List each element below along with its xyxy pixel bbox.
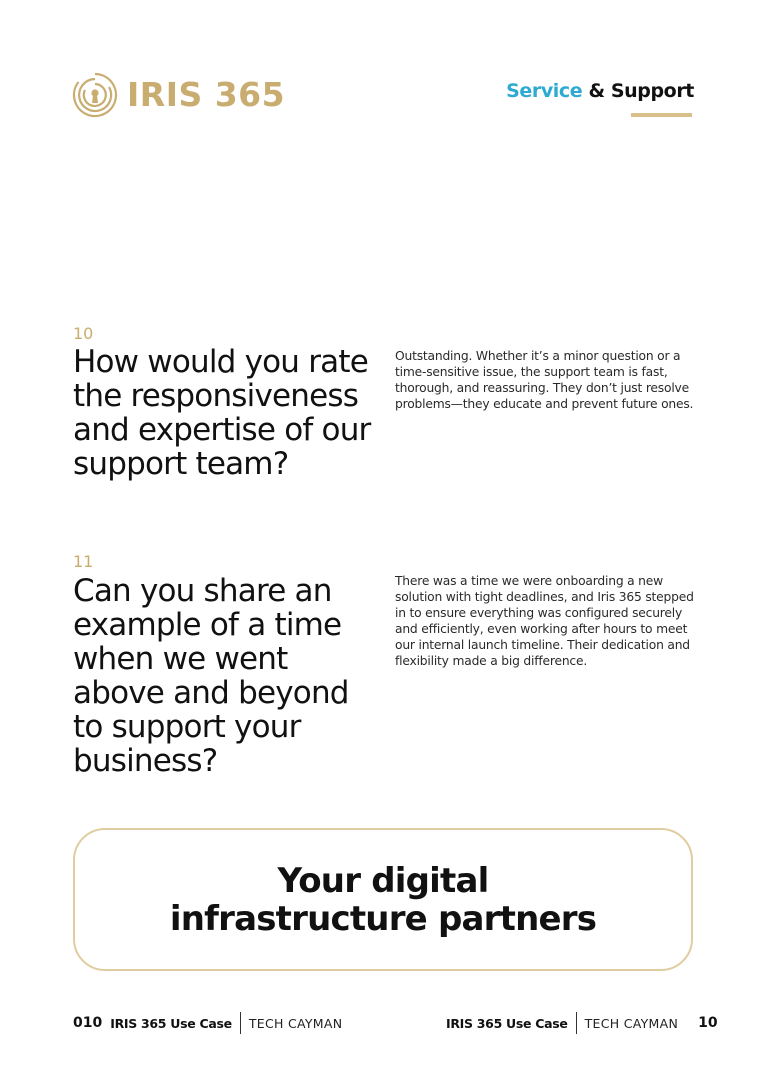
brand-logo (72, 72, 285, 118)
footer-divider (240, 1012, 241, 1034)
tagline-banner (73, 828, 693, 971)
question-number: 10 (73, 324, 94, 343)
section-title (506, 80, 694, 102)
client-name: TECH CAYMAN (584, 1015, 679, 1031)
question-number: 11 (73, 552, 94, 571)
document-name: IRIS 365 Use Case (110, 1015, 232, 1031)
footer-right (446, 1012, 718, 1034)
client-name: TECH CAYMAN (248, 1015, 343, 1031)
footer-divider (576, 1012, 577, 1034)
page-number: 010 (73, 1015, 103, 1031)
iris-maze-keyhole-icon (72, 72, 118, 118)
tagline-text: Your digital infrastructure partners (169, 860, 597, 939)
question-heading: Can you share an example of a time when we went above and beyond to support your business? (73, 573, 349, 779)
document-name: IRIS 365 Use Case (446, 1015, 568, 1031)
section-title-support: & Support (588, 80, 694, 102)
footer-left (73, 1012, 342, 1034)
brand-name: IRIS 365 (127, 75, 286, 114)
section-underline (631, 113, 692, 117)
section-title-service: Service (506, 80, 583, 102)
question-heading: How would you rate the responsiveness and expertise of our support team? (73, 344, 371, 482)
answer-text: Outstanding. Whether it’s a minor question or a time-sensitive issue, the support team is fast, thorough, and reassuring. They don’t just resolve problems—they educate and prevent future ones. (395, 349, 694, 411)
answer-text: There was a time we were onboarding a new solution with tight deadlines, and Iris 365 stepped in to ensure everything was configured securely and efficiently, even working after hours to meet our internal launch timeline. Their dedication and flexibility made a big difference. (395, 574, 694, 668)
page-number: 10 (698, 1015, 718, 1031)
